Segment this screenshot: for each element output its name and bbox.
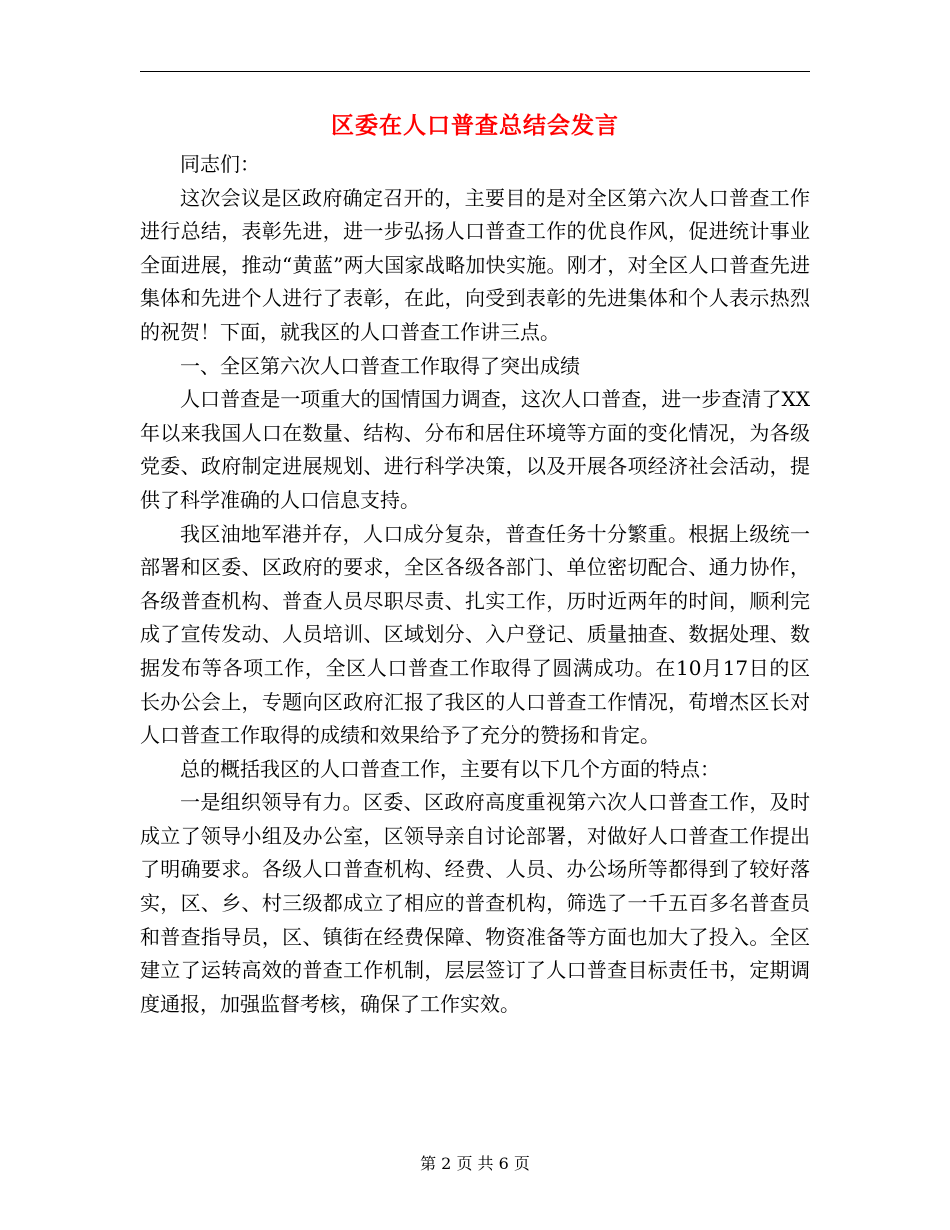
header-rule — [140, 71, 810, 72]
paragraph-census-significance: 人口普查是一项重大的国情国力调查，这次人口普查，进一步查清了XX年以来我国人口在数量、结构、分布和居住环境等方面的变化情况，为各级党委、政府制定进展规划、进行科学决策，以及开展各项经济社会活动，提供了科学准确的人口信息支持。 — [140, 387, 810, 512]
paragraph-salutation: 同志们： — [180, 152, 260, 176]
paragraph-intro: 这次会议是区政府确定召开的，主要目的是对全区第六次人口普查工作进行总结，表彰先进，进一步弘扬人口普查工作的优良作风，促进统计事业全面进展，推动“黄蓝”两大国家战略加快实施。刚才，对全区人口普查先进集体和先进个人进行了表彰，在此，向受到表彰的先进集体和个人表示热烈的祝贺！下面，就我区的人口普查工作讲三点。 — [140, 185, 810, 344]
section-heading-1: 一、全区第六次人口普查工作取得了突出成绩 — [180, 353, 580, 378]
paragraph-district-work: 我区油地军港并存，人口成分复杂，普查任务十分繁重。根据上级统一部署和区委、区政府的要求，全区各级各部门、单位密切配合、通力协作，各级普查机构、普查人员尽职尽责、扎实工作，历时近两年的时间，顺利完成了宣传发动、人员培训、区域划分、入户登记、质量抽查、数据处理、数据发布等各项工作，全区人口普查工作取得了圆满成功。在10月17日的区长办公会上，专题向区政府汇报了我区的人口普查工作情况，荀增杰区长对人口普查工作取得的成绩和效果给予了充分的赞扬和肯定。 — [140, 521, 810, 748]
document-title: 区委在人口普查总结会发言 — [331, 112, 619, 139]
paragraph-point-1: 一是组织领导有力。区委、区政府高度重视第六次人口普查工作，及时成立了领导小组及办公室，区领导亲自讨论部署，对做好人口普查工作提出了明确要求。各级人口普查机构、经费、人员、办公场所等都得到了较好落实，区、乡、村三级都成立了相应的普查机构，筛选了一千五百多名普查员和普查指导员，区、镇街在经费保障、物资准备等方面也加大了投入。全区建立了运转高效的普查工作机制，层层签订了人口普查目标责任书，定期调度通报，加强监督考核，确保了工作实效。 — [140, 790, 810, 1016]
paragraph-summary-lead: 总的概括我区的人口普查工作，主要有以下几个方面的特点： — [180, 756, 720, 781]
document-body — [140, 148, 810, 1021]
page-number: 第 2 页 共 6 页 — [420, 1154, 530, 1173]
